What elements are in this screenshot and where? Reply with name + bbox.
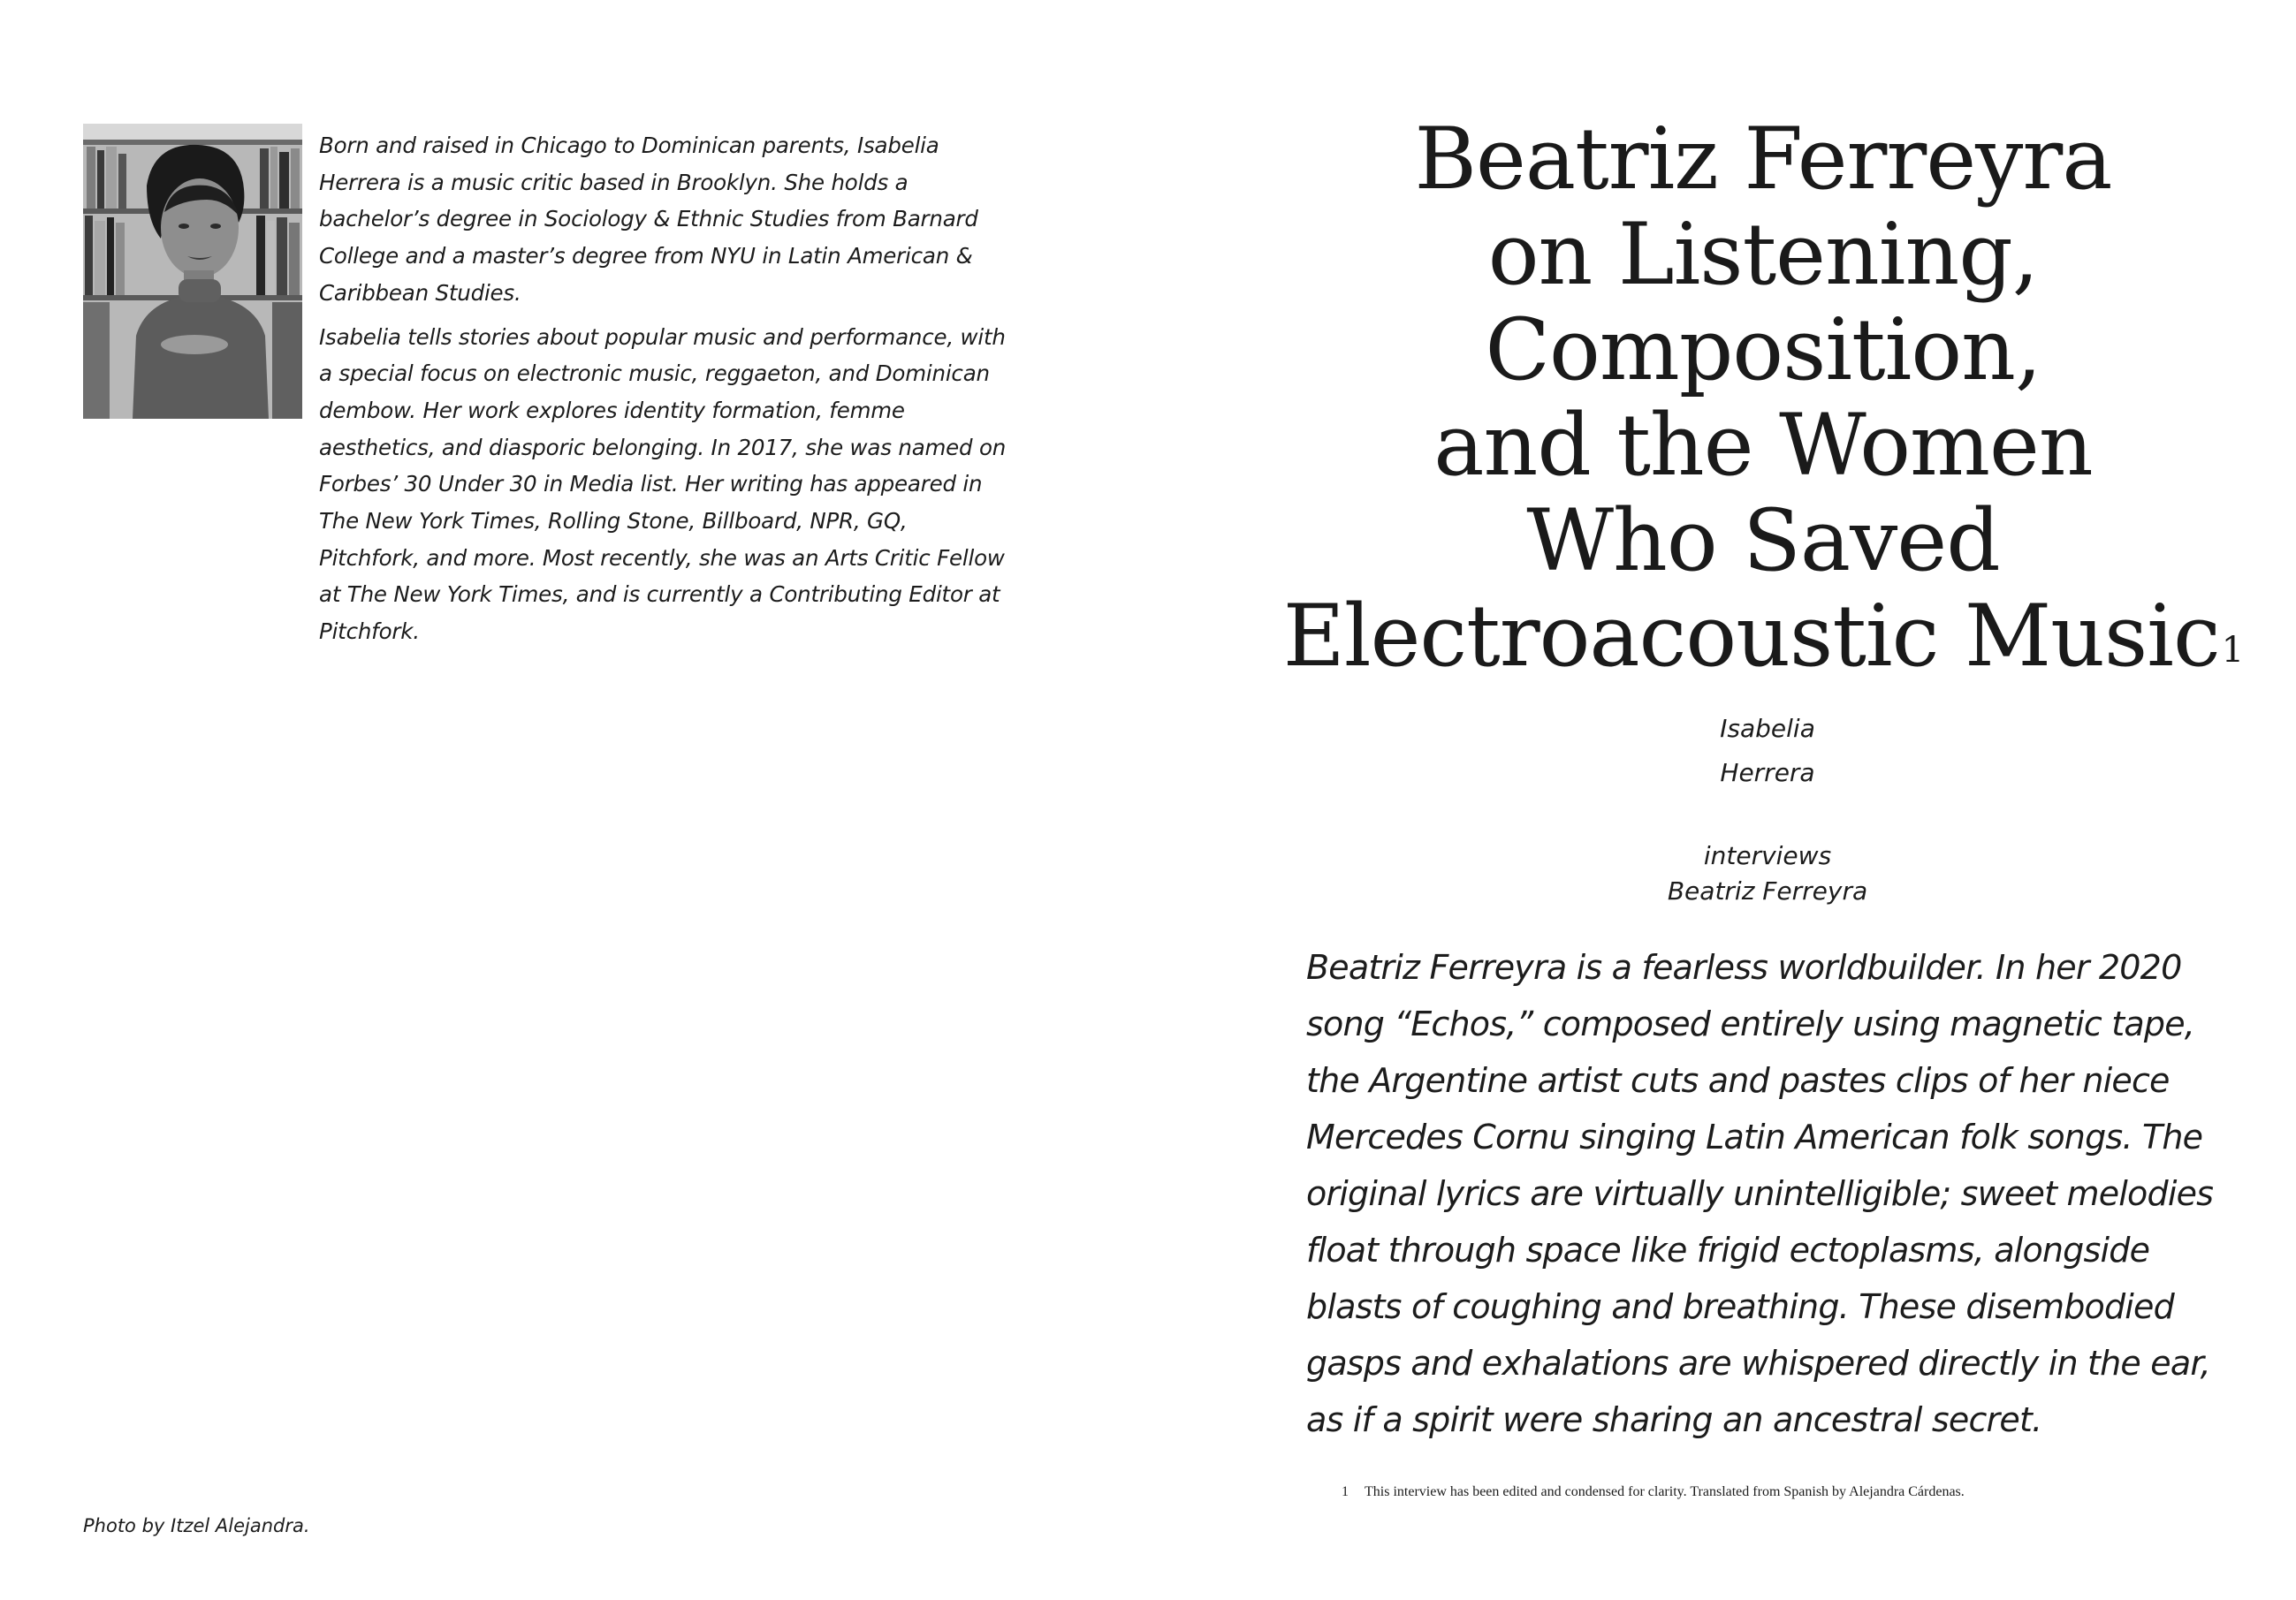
- title-line-6-wrap: [1273, 588, 2254, 684]
- lede-line: gasps and exhalations are whispered directly in the ear,: [1306, 1344, 2210, 1383]
- title-footnote-marker: 1: [2221, 630, 2244, 671]
- photo-credit: Photo by Itzel Alejandra.: [83, 1515, 310, 1536]
- footnote-text: This interview has been edited and condensed for clarity. Translated from Spanish by Alejandra Cárdenas.: [1365, 1484, 1965, 1499]
- portrait-image: [83, 124, 302, 419]
- title-line-4: and the Women: [1433, 396, 2093, 495]
- footnote-number: 1: [1342, 1484, 1349, 1499]
- lede-line: song “Echos,” composed entirely using magnetic tape,: [1306, 1005, 2195, 1043]
- footnote: [1342, 1484, 1965, 1500]
- lede-line: original lyrics are virtually unintelligible; sweet melodies: [1306, 1174, 2214, 1213]
- interviews-label: interviews: [1703, 841, 1832, 870]
- author-bio: [319, 127, 1008, 657]
- title-line-3: Composition,: [1485, 300, 2041, 399]
- interview-subject: Beatriz Ferreyra: [1667, 876, 1868, 906]
- lede-line: the Argentine artist cuts and pastes clips of her niece: [1306, 1061, 2170, 1100]
- bio-paragraph-1: Born and raised in Chicago to Dominican parents, Isabelia Herrera is a music critic based in Brooklyn. She holds a bachelor’s degree in Sociology & Ethnic Studies from Barnard College and a master’s degree from NYU in Latin American & Caribbean Studies.: [319, 133, 978, 306]
- title-line-5: Who Saved: [1526, 491, 2000, 590]
- title-line-2: on Listening,: [1487, 205, 2039, 304]
- title-line-6: Electroacoustic Music: [1282, 587, 2220, 686]
- bio-paragraph-2: Isabelia tells stories about popular music and performance, with a special focus on electronic music, reggaeton, and Dominican dembow. Her work explores identity formation, femme aesthetics, and diasporic belonging. In 2017, she was named on Forbes’ 30 Under 30 in Media list. Her writing has appeared in The New York Times, Rolling Stone, Billboard, NPR, GQ, Pitchfork, and more. Most recently, she was an Arts Critic Fellow at The New York Times, and is currently a Contributing Editor at Pitchfork.: [319, 323, 1007, 645]
- author-last-name: Herrera: [1720, 758, 1815, 787]
- article-lede: [1306, 939, 2269, 1448]
- title-line-1: Beatriz Ferreyra: [1414, 110, 2112, 209]
- lede-line: Mercedes Cornu singing Latin American folk songs. The: [1306, 1118, 2203, 1156]
- lede-line: blasts of coughing and breathing. These disembodied: [1306, 1287, 2174, 1326]
- author-portrait-photo: [83, 124, 302, 419]
- lede-line: float through space like frigid ectoplasms, alongside: [1306, 1231, 2150, 1270]
- lede-line: as if a spirit were sharing an ancestral secret.: [1306, 1400, 2042, 1439]
- article-title: [1273, 111, 2254, 684]
- lede-line: Beatriz Ferreyra is a fearless worldbuilder. In her 2020: [1306, 948, 2182, 987]
- author-first-name: Isabelia: [1720, 714, 1815, 743]
